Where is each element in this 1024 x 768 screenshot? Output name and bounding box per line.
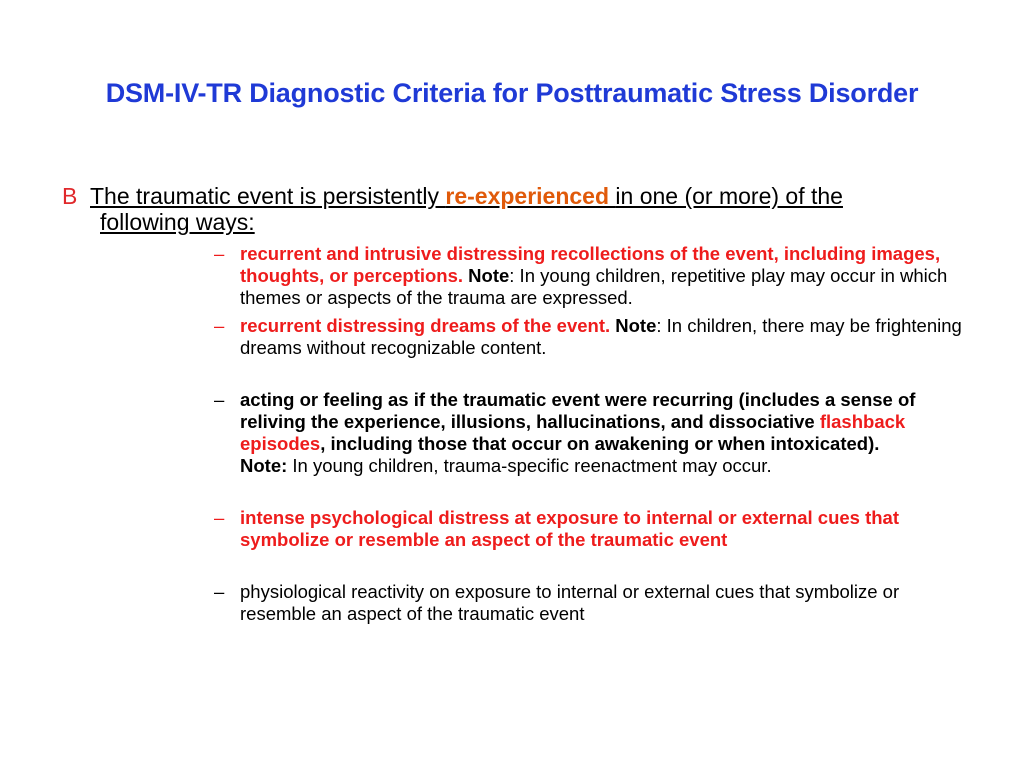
criterion-highlight: re-experienced — [445, 183, 616, 209]
criterion-stem-line2: following ways: — [100, 209, 255, 235]
bullet-text-red: recurrent and intrusive distressing recollections of the event, including images, thoughts, or perceptions. — [240, 243, 941, 286]
criterion-stem — [90, 183, 843, 209]
criteria-list — [214, 243, 974, 625]
bullet-text-red-inline: flashback episodes — [240, 411, 906, 454]
list-item — [214, 581, 974, 625]
note-label: Note: — [240, 455, 288, 476]
bullet-text-plain: physiological reactivity on exposure to internal or external cues that symbolize or resemble an aspect of the traumatic event — [240, 581, 900, 624]
note-label: Note — [463, 265, 510, 286]
bullet-text-red: intense psychological distress at exposure to internal or external cues that symbolize or resemble an aspect of the traumatic event — [240, 507, 900, 550]
criterion-stem-line2-wrap — [62, 209, 962, 235]
list-item — [214, 389, 974, 477]
list-item — [214, 507, 974, 551]
bullet-text-bold: acting or feeling as if the traumatic event were recurring (includes a sense of reliving the experience, illusions, hallucinations, and dissociative — [240, 389, 916, 432]
note-text: In young children, trauma-specific reenactment may occur. — [287, 455, 772, 476]
page-title: DSM-IV-TR Diagnostic Criteria for Posttraumatic Stress Disorder — [105, 78, 919, 108]
list-item — [214, 243, 974, 309]
bullet-dash: – — [214, 389, 225, 410]
bullet-text-bold-2: , including those that occur on awakening or when intoxicated). — [320, 433, 880, 454]
criterion-stem-part2: in one (or more) of the — [615, 183, 843, 209]
bullet-text-red: recurrent distressing dreams of the event. — [240, 315, 611, 336]
criterion-b — [62, 183, 962, 235]
bullet-dash: – — [214, 315, 225, 336]
bullet-dash: – — [214, 243, 225, 264]
bullet-dash: – — [214, 507, 225, 528]
bullet-dash: – — [214, 581, 225, 602]
list-item — [214, 315, 974, 359]
note-label: Note — [610, 315, 657, 336]
criterion-letter: B — [62, 183, 78, 209]
criterion-stem-part1: The traumatic event is persistently — [90, 183, 446, 209]
note-text: : In children, there may be frightening dreams without recognizable content. — [240, 315, 962, 358]
note-text: : In young children, repetitive play may occur in which themes or aspects of the trauma are expressed. — [240, 265, 948, 308]
